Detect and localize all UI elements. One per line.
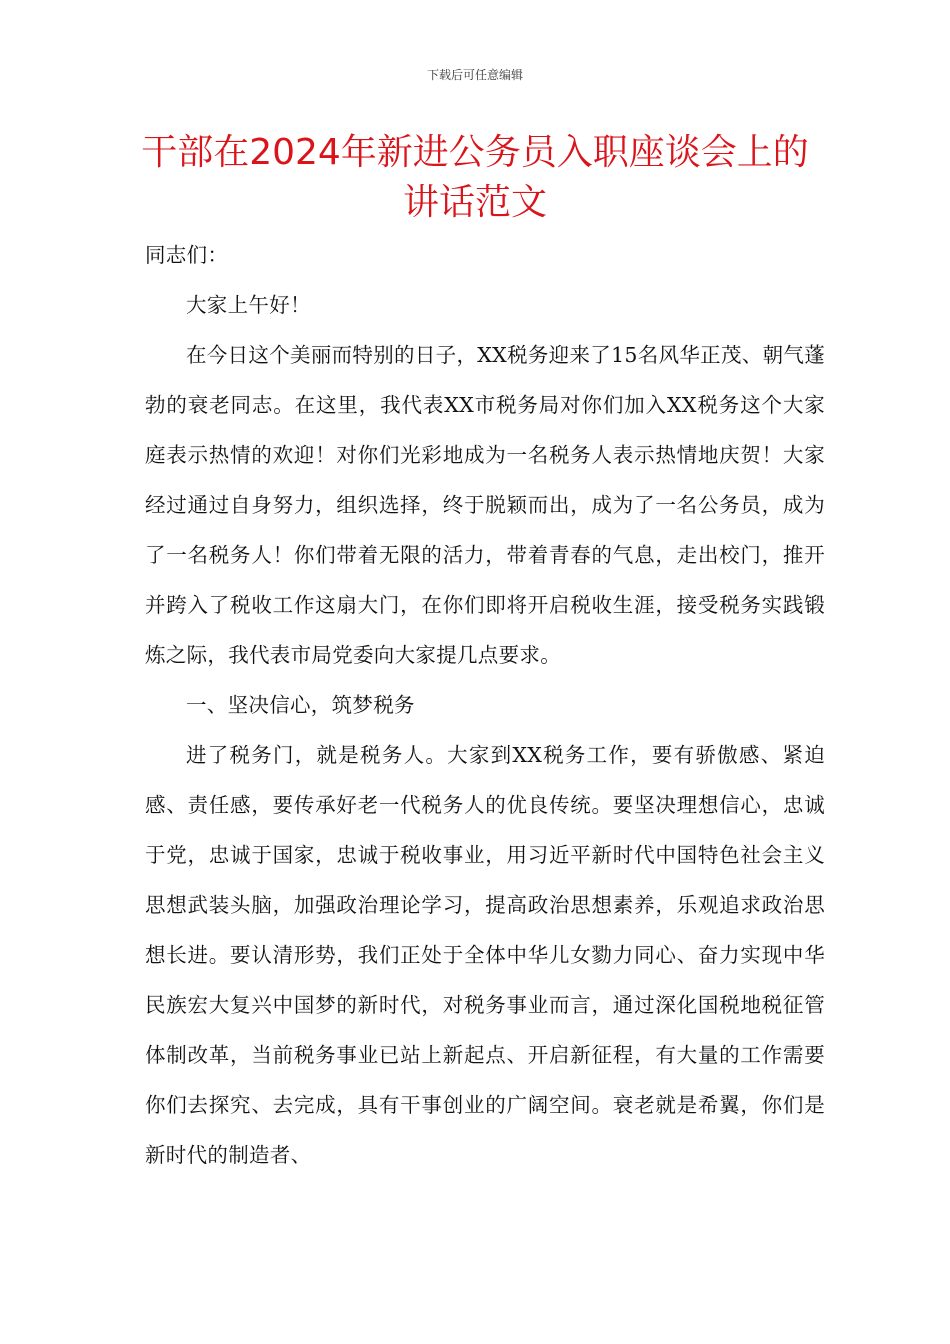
- document-title: [120, 128, 830, 228]
- salutation: 同志们：: [145, 243, 229, 267]
- greeting: 大家上午好！: [186, 293, 311, 317]
- document-body: [145, 230, 825, 1180]
- section-1-heading: 一、坚决信心，筑梦税务: [186, 693, 415, 717]
- paragraph-1: 在今日这个美丽而特别的日子，XX税务迎来了15名风华正茂、朝气蓬勃的衰老同志。在这里，我代表XX市税务局对你们加入XX税务这个大家庭表示热情的欢迎！对你们光彩地成为一名税务人表示热情地庆贺！大家经过通过自身努力，组织选择，终于脱颖而出，成为了一名公务员，成为了一名税务人！你们带着无限的活力，带着青春的气息，走出校门，推开并跨入了税收工作这扇大门，在你们即将开启税收生涯，接受税务实践锻炼之际，我代表市局党委向大家提几点要求。: [145, 343, 825, 667]
- title-line-2: 讲话范文: [402, 182, 547, 223]
- paragraph-2: 进了税务门，就是税务人。大家到XX税务工作，要有骄傲感、紧迫感、责任感，要传承好老一代税务人的优良传统。要坚决理想信心，忠诚于党，忠诚于国家，忠诚于税收事业，用习近平新时代中国特色社会主义思想武装头脑，加强政治理论学习，提高政治思想素养，乐观追求政治思想长进。要认清形势，我们正处于全体中华儿女勠力同心、奋力实现中华民族宏大复兴中国梦的新时代，对税务事业而言，通过深化国税地税征管体制改革，当前税务事业已站上新起点、开启新征程，有大量的工作需要你们去探究、去完成，具有干事创业的广阔空间。衰老就是希翼，你们是新时代的制造者、: [145, 743, 825, 1167]
- header-note: 下载后可任意编辑: [426, 68, 523, 82]
- title-line-1: 干部在2024年新进公务员入职座谈会上的: [141, 132, 809, 173]
